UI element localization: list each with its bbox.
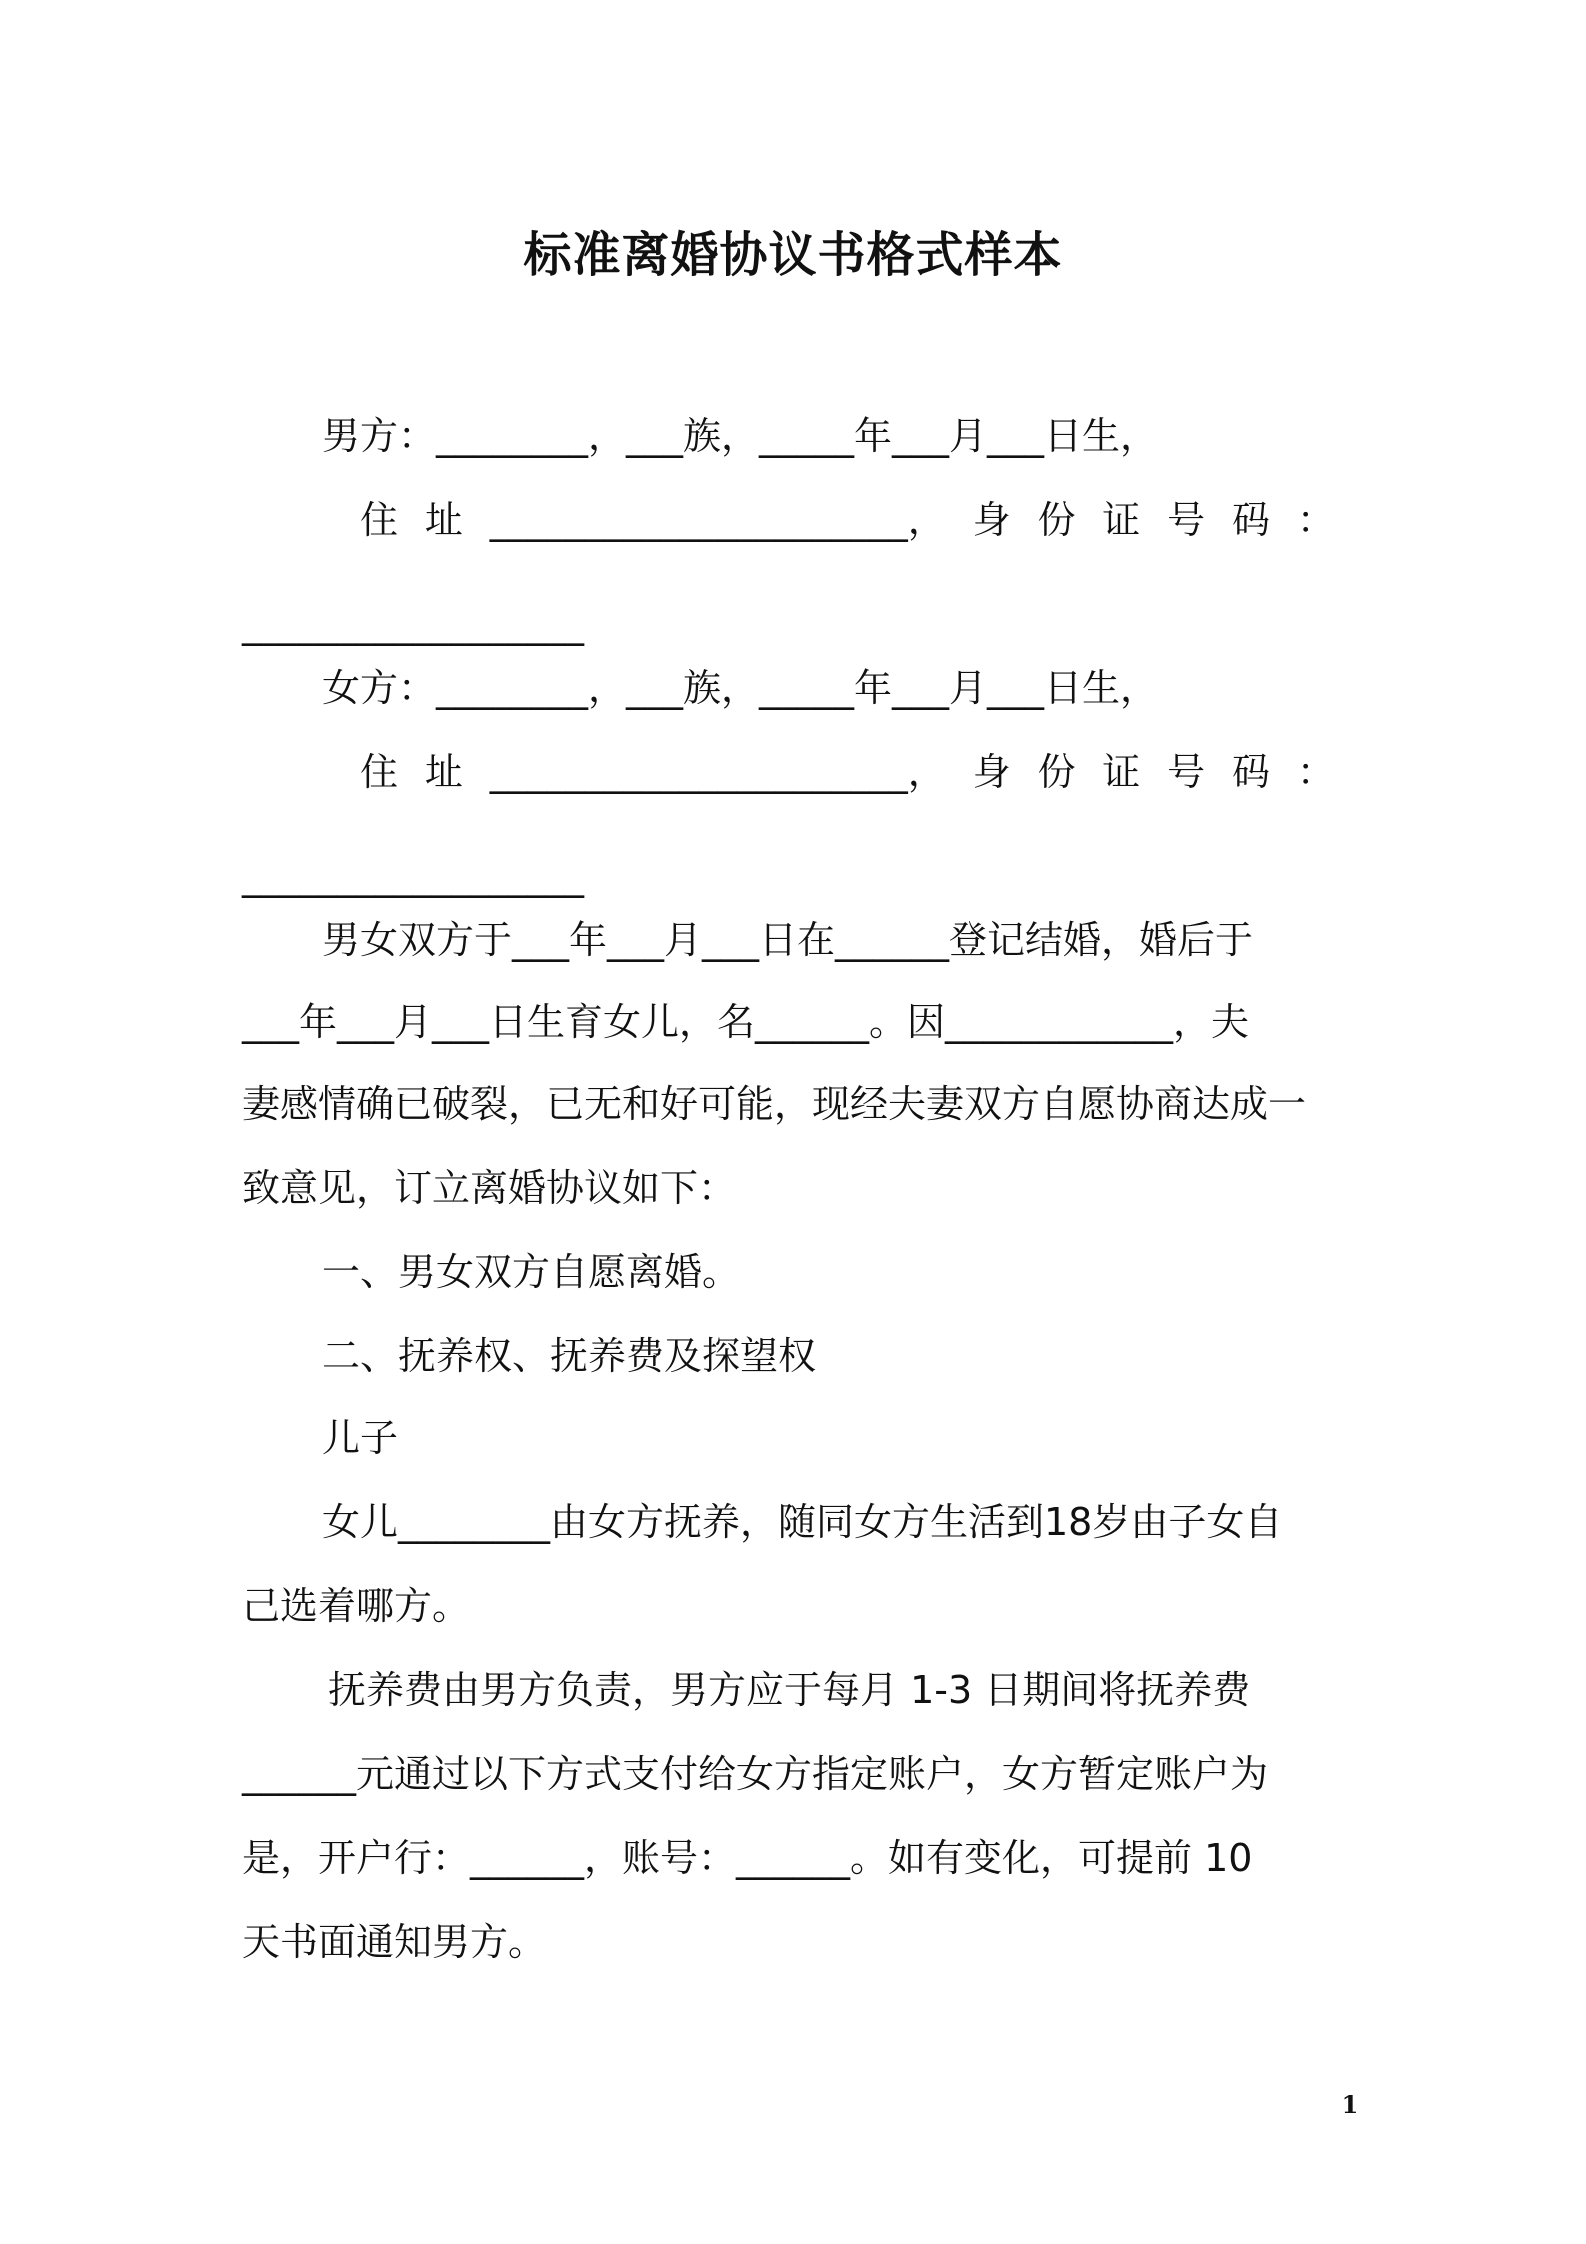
id-label-char: 码 — [1232, 498, 1271, 542]
address-char: 住 — [360, 498, 399, 542]
id-label-char: 份 — [1037, 750, 1076, 794]
male-party-line: 男方：________，___族，_____年___月___日生， — [322, 414, 1159, 458]
address-char: 住 — [360, 750, 399, 794]
id-label-char: ： — [1296, 498, 1335, 542]
id-label-char: 证 — [1102, 750, 1141, 794]
female-id-blank-line: __________________ — [242, 854, 584, 898]
paragraph-line: 天书面通知男方。 — [242, 1920, 547, 1964]
page-number: 1 — [1341, 2090, 1359, 2119]
id-label-char: 号 — [1167, 750, 1206, 794]
address-char: 址 — [424, 750, 463, 794]
id-label-char: 证 — [1102, 498, 1141, 542]
paragraph-line: 己选着哪方。 — [242, 1584, 471, 1628]
id-label-char: 码 — [1232, 750, 1271, 794]
document-title: 标准离婚协议书格式样本 — [523, 227, 1063, 283]
male-id-blank-line: __________________ — [242, 602, 584, 646]
paragraph-line: ___年___月___日生育女儿，名______。因____________，夫 — [242, 1000, 1250, 1044]
paragraph-line: 女儿________由女方抚养，随同女方生活到18岁由子女自 — [322, 1500, 1283, 1544]
id-label-char: ： — [1296, 750, 1335, 794]
clause-two-heading: 二、抚养权、抚养费及探望权 — [322, 1334, 817, 1378]
clause-one: 一、男女双方自愿离婚。 — [322, 1250, 741, 1294]
son-label: 儿子 — [322, 1416, 399, 1460]
paragraph-line: 致意见，订立离婚协议如下： — [242, 1166, 737, 1210]
male-address-id-line — [360, 496, 1335, 544]
id-label-char: 份 — [1037, 498, 1076, 542]
paragraph-line: 妻感情确已破裂，已无和好可能，现经夫妻双方自愿协商达成一 — [242, 1082, 1307, 1126]
paragraph-line: 抚养费由男方负责，男方应于每月 1-3 日期间将抚养费 — [328, 1668, 1251, 1712]
female-address-id-line — [360, 748, 1335, 796]
paragraph-line: ______元通过以下方式支付给女方指定账户，女方暂定账户为 — [242, 1752, 1269, 1796]
id-label-char: 身 — [972, 750, 1011, 794]
paragraph-line: 是，开户行：______，账号：______。如有变化，可提前 10 — [242, 1836, 1253, 1880]
address-blank: ______________________， — [489, 498, 946, 542]
address-char: 址 — [424, 498, 463, 542]
id-label-char: 号 — [1167, 498, 1206, 542]
female-party-line: 女方：________，___族，_____年___月___日生， — [322, 666, 1159, 710]
paragraph-line: 男女双方于___年___月___日在______登记结婚，婚后于 — [322, 918, 1254, 962]
id-label-char: 身 — [972, 498, 1011, 542]
address-blank: ______________________， — [489, 750, 946, 794]
